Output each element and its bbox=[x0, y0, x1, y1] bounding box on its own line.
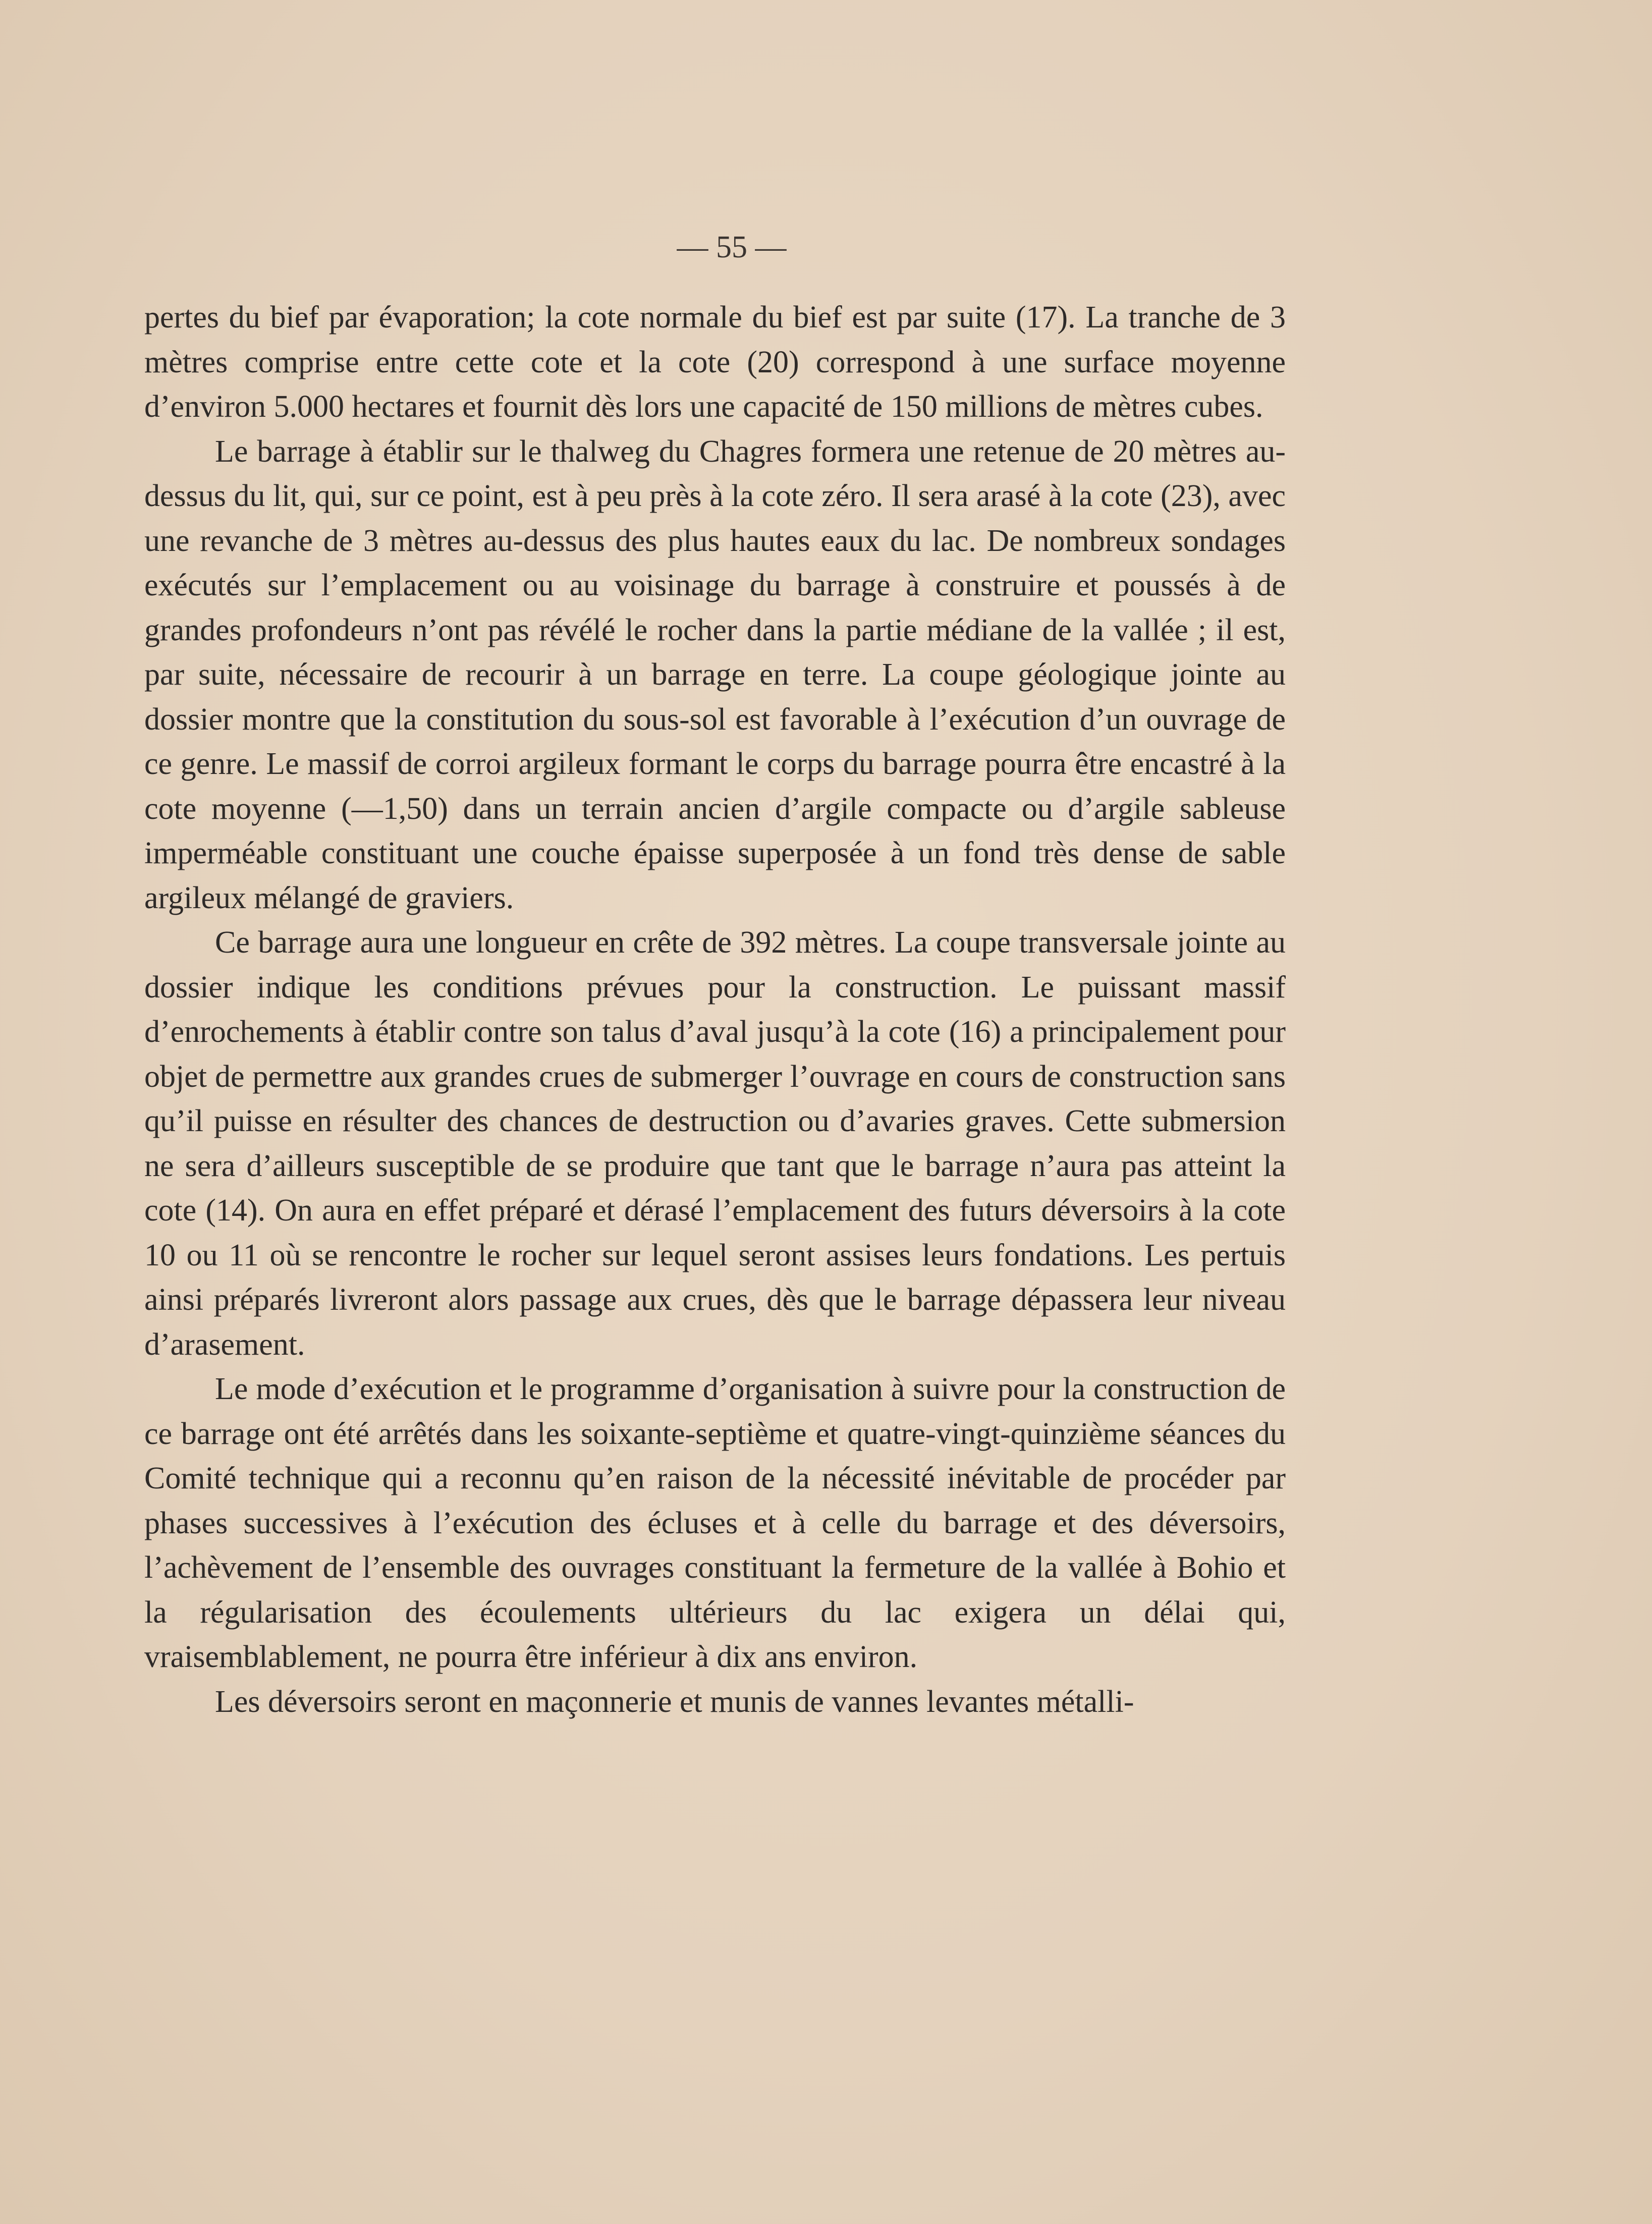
paragraph-4: Le mode d’exécution et le programme d’organisation à suivre pour la construction de ce barrage ont été arrêtés dans les soixante-septième et quatre-vingt-quinzième séances du Comité technique qui a reconnu qu’en raison de la nécessité inévitable de procéder par phases successives à l’exécution des écluses et à celle du barrage et des déversoirs, l’achèvement de l’ensemble des ouvrages constituant la fermeture de la vallée à Bohio et la régularisation des écoulements ultérieurs du lac exigera un délai qui, vraisemblablement, ne pourra être inférieur à dix ans environ. bbox=[144, 1372, 1286, 1674]
paragraph-3: Ce barrage aura une longueur en crête de 392 mètres. La coupe transversale jointe au dossier indique les conditions prévues pour la construction. Le puissant massif d’enrochements à établir contre son talus d’aval jusqu’à la cote (16) a principalement pour objet de permettre aux grandes crues de submerger l’ouvrage en cours de construction sans qu’il puisse en résulter des chances de destruction ou d’avaries graves. Cette submersion ne sera d’ailleurs susceptible de se produire que tant que le barrage n’aura pas atteint la cote (14). On aura en effet préparé et dérasé l’emplacement des futurs déversoirs à la cote 10 ou 11 où se rencontre le rocher sur lequel seront assises leurs fondations. Les pertuis ainsi préparés livreront alors passage aux crues, dès que le barrage dépassera leur niveau d’arasement. bbox=[144, 925, 1286, 1362]
paragraph-1: pertes du bief par évaporation; la cote normale du bief est par suite (17). La tranche de 3 mètres comprise entre cette cote et la cote (20) correspond à une surface moyenne d’environ 5.000 hectares et fournit dès lors une capacité de 150 millions de mètres cubes. bbox=[144, 300, 1286, 424]
paragraph-5: Les déversoirs seront en maçonnerie et munis de vannes levantes métalli- bbox=[215, 1684, 1134, 1719]
page-number: — 55 — bbox=[677, 230, 787, 264]
paragraph-2: Le barrage à établir sur le thalweg du Chagres formera une retenue de 20 mètres au-dessus du lit, qui, sur ce point, est à peu près à la cote zéro. Il sera arasé à la cote (23), avec une revanche de 3 mètres au-dessus des plus hautes eaux du lac. De nombreux sondages exécutés sur l’emplacement ou au voisinage du barrage à construire et poussés à de grandes profondeurs n’ont pas révélé le rocher dans la partie médiane de la vallée ; il est, par suite, nécessaire de recourir à un barrage en terre. La coupe géologique jointe au dossier montre que la constitution du sous-sol est favorable à l’exécution d’un ouvrage de ce genre. Le massif de corroi argileux formant le corps du barrage pourra être encastré à la cote moyenne (—1,50) dans un terrain ancien d’argile compacte ou d’argile sableuse imperméable constituant une couche épaisse superposée à un fond très dense de sable argileux mélangé de graviers. bbox=[144, 434, 1286, 915]
body-text bbox=[144, 295, 1286, 1724]
